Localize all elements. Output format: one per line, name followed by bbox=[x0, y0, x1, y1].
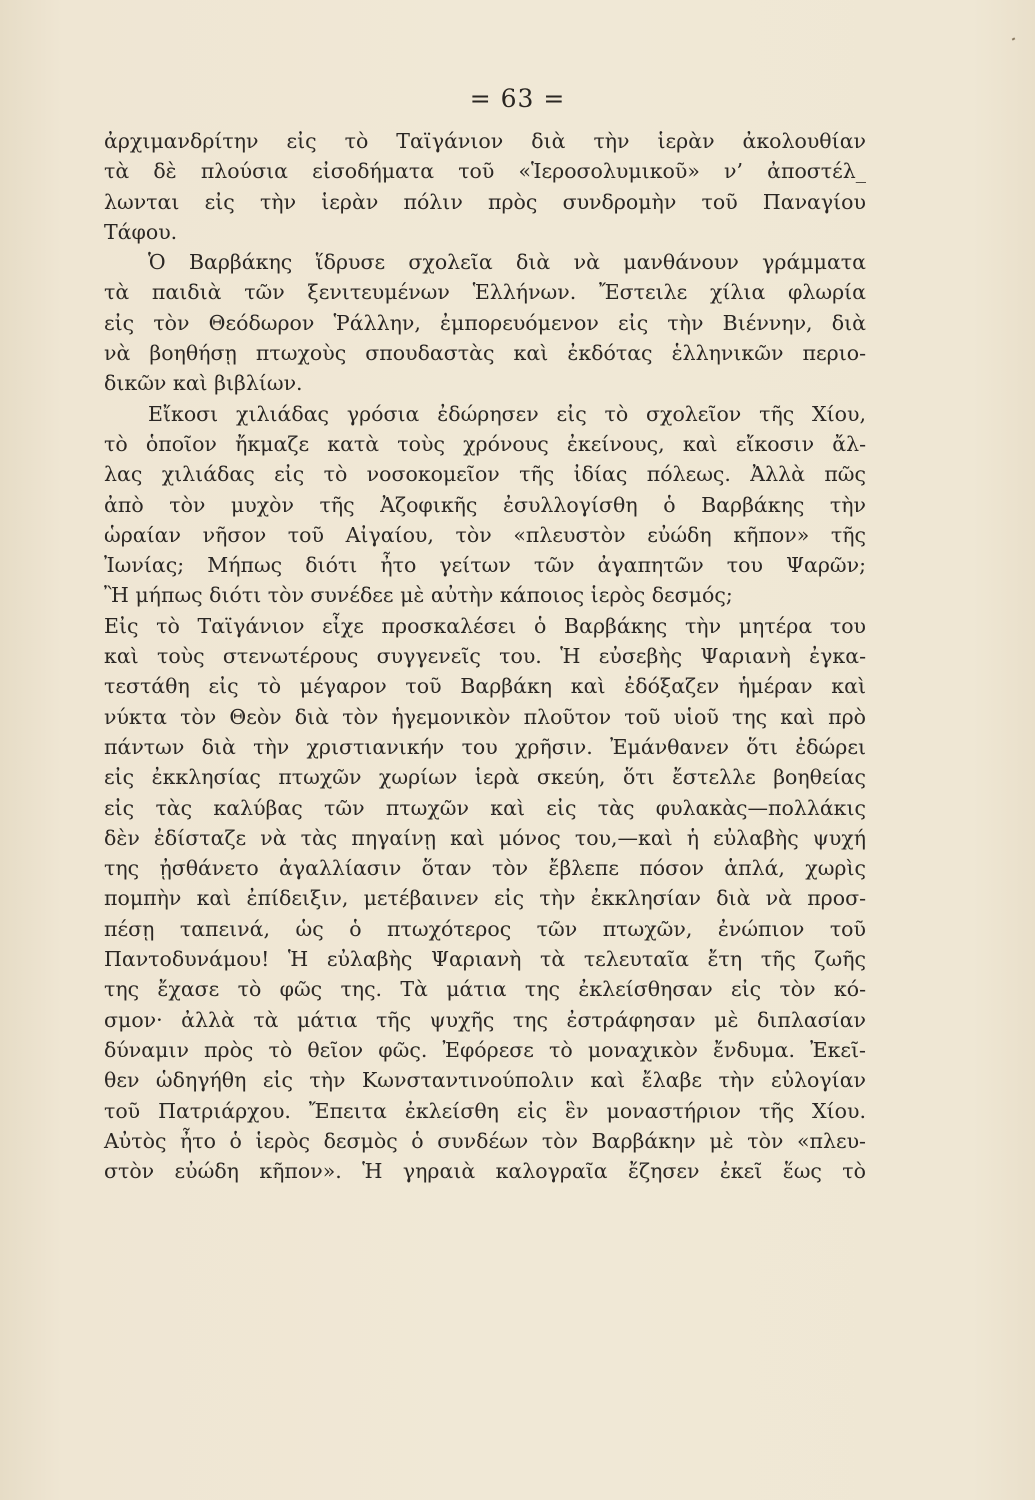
text-line: της ἔχασε τὸ φῶς της. Τὰ μάτια της ἐκλείσθησαν εἰς τὸν κό- bbox=[104, 977, 866, 1002]
text-line: λας χιλιάδας εἰς τὸ νοσοκομεῖον τῆς ἰδίας πόλεως. Ἀλλὰ πῶς bbox=[104, 462, 866, 487]
text-line: τὰ παιδιὰ τῶν ξενιτευμένων Ἑλλήνων. Ἔστειλε χίλια φλωρία bbox=[104, 280, 866, 305]
text-line: τὰ δὲ πλούσια εἰσοδήματα τοῦ «Ἱεροσολυμικοῦ» ν’ ἀποστέλ_ bbox=[104, 159, 866, 184]
text-line: Αὐτὸς ἦτο ὁ ἱερὸς δεσμὸς ὁ συνδέων τὸν Βαρβάκην μὲ τὸν «πλευ- bbox=[104, 1128, 866, 1153]
text-line: στὸν εὐώδη κῆπον». Ἡ γηραιὰ καλογραῖα ἔζησεν ἐκεῖ ἕως τὸ bbox=[104, 1159, 866, 1184]
text-line: τεστάθη εἰς τὸ μέγαρον τοῦ Βαρβάκη καὶ ἐδόξαζεν ἡμέραν καὶ bbox=[104, 674, 866, 699]
text-line: Τάφου. bbox=[104, 219, 178, 244]
text-line: Εἰς τὸ Ταϊγάνιον εἶχε προσκαλέσει ὁ Βαρβάκης τὴν μητέρα του bbox=[104, 613, 866, 638]
text-line: Ὁ Βαρβάκης ἵδρυσε σχολεῖα διὰ νὰ μανθάνουν γράμματα bbox=[148, 250, 866, 275]
text-line: νύκτα τὸν Θεὸν διὰ τὸν ἡγεμονικὸν πλοῦτον τοῦ υἱοῦ της καὶ πρὸ bbox=[104, 704, 866, 729]
text-line: ἀρχιμανδρίτην εἰς τὸ Ταϊγάνιον διὰ τὴν ἱερὰν ἀκολουθίαν bbox=[104, 129, 866, 153]
paper-speck bbox=[1012, 37, 1016, 40]
text-line: Ἢ μήπως διότι τὸν συνέδεε μὲ αὐτὴν κάποιος ἱερὸς δεσμός; bbox=[104, 583, 733, 608]
text-line: τοῦ Πατριάρχου. Ἔπειτα ἐκλείσθη εἰς ἓν μοναστήριον τῆς Χίου. bbox=[104, 1098, 866, 1123]
text-line: δικῶν καὶ βιβλίων. bbox=[104, 371, 303, 396]
text-line: πομπὴν καὶ ἐπίδειξιν, μετέβαινεν εἰς τὴν ἐκκλησίαν διὰ νὰ προσ- bbox=[104, 886, 866, 911]
text-line: ὡραίαν νῆσον τοῦ Αἰγαίου, τὸν «πλευστὸν εὐώδη κῆπον» τῆς bbox=[104, 522, 866, 547]
text-line: εἰς τὸν Θεόδωρον Ῥάλλην, ἐμπορευόμενον εἰς τὴν Βιέννην, διὰ bbox=[104, 310, 866, 335]
text-line: νὰ βοηθήσῃ πτωχοὺς σπουδαστὰς καὶ ἐκδότας ἑλληνικῶν περιο- bbox=[104, 341, 866, 366]
text-line: δύναμιν πρὸς τὸ θεῖον φῶς. Ἐφόρεσε τὸ μοναχικὸν ἔνδυμα. Ἐκεῖ- bbox=[104, 1037, 866, 1062]
text-line: Παντοδυνάμου! Ἡ εὐλαβὴς Ψαριανὴ τὰ τελευταῖα ἔτη τῆς ζωῆς bbox=[104, 947, 866, 972]
text-line: πέσῃ ταπεινά, ὡς ὁ πτωχότερος τῶν πτωχῶν, ἐνώπιον τοῦ bbox=[104, 916, 866, 941]
text-line: ἀπὸ τὸν μυχὸν τῆς Ἀζοφικῆς ἐσυλλογίσθη ὁ Βαρβάκης τὴν bbox=[104, 492, 866, 517]
body-text bbox=[104, 126, 866, 1186]
text-line: της ᾐσθάνετο ἀγαλλίασιν ὅταν τὸν ἔβλεπε πόσον ἁπλά, χωρὶς bbox=[104, 856, 866, 881]
text-line: πάντων διὰ τὴν χριστιανικήν του χρῆσιν. Ἐμάνθανεν ὅτι ἐδώρει bbox=[104, 734, 866, 759]
text-line: δὲν ἐδίσταζε νὰ τὰς πηγαίνῃ καὶ μόνος του,—καὶ ἡ εὐλαβὴς ψυχή bbox=[104, 825, 866, 850]
text-line: εἰς ἐκκλησίας πτωχῶν χωρίων ἱερὰ σκεύη, ὅτι ἔστελλε βοηθείας bbox=[104, 765, 866, 790]
text-line: Εἴκοσι χιλιάδας γρόσια ἐδώρησεν εἰς τὸ σχολεῖον τῆς Χίου, bbox=[148, 401, 866, 426]
page-number: = 63 = bbox=[469, 84, 566, 113]
text-line: θεν ὡδηγήθη εἰς τὴν Κωνσταντινούπολιν καὶ ἔλαβε τὴν εὐλογίαν bbox=[104, 1068, 866, 1093]
text-line: καὶ τοὺς στενωτέρους συγγενεῖς του. Ἡ εὐσεβὴς Ψαριανὴ ἐγκα- bbox=[104, 644, 866, 669]
text-line: λωνται εἰς τὴν ἱερὰν πόλιν πρὸς συνδρομὴν τοῦ Παναγίου bbox=[104, 189, 866, 214]
text-line: εἰς τὰς καλύβας τῶν πτωχῶν καὶ εἰς τὰς φυλακὰς—πολλάκις bbox=[104, 795, 866, 820]
text-line: Ἰωνίας; Μήπως διότι ἦτο γείτων τῶν ἀγαπητῶν του Ψαρῶν; bbox=[104, 553, 866, 578]
text-line: σμον· ἀλλὰ τὰ μάτια τῆς ψυχῆς της ἐστράφησαν μὲ διπλασίαν bbox=[104, 1007, 866, 1032]
text-line: τὸ ὁποῖον ἤκμαζε κατὰ τοὺς χρόνους ἐκείνους, καὶ εἴκοσιν ἄλ- bbox=[104, 431, 866, 456]
